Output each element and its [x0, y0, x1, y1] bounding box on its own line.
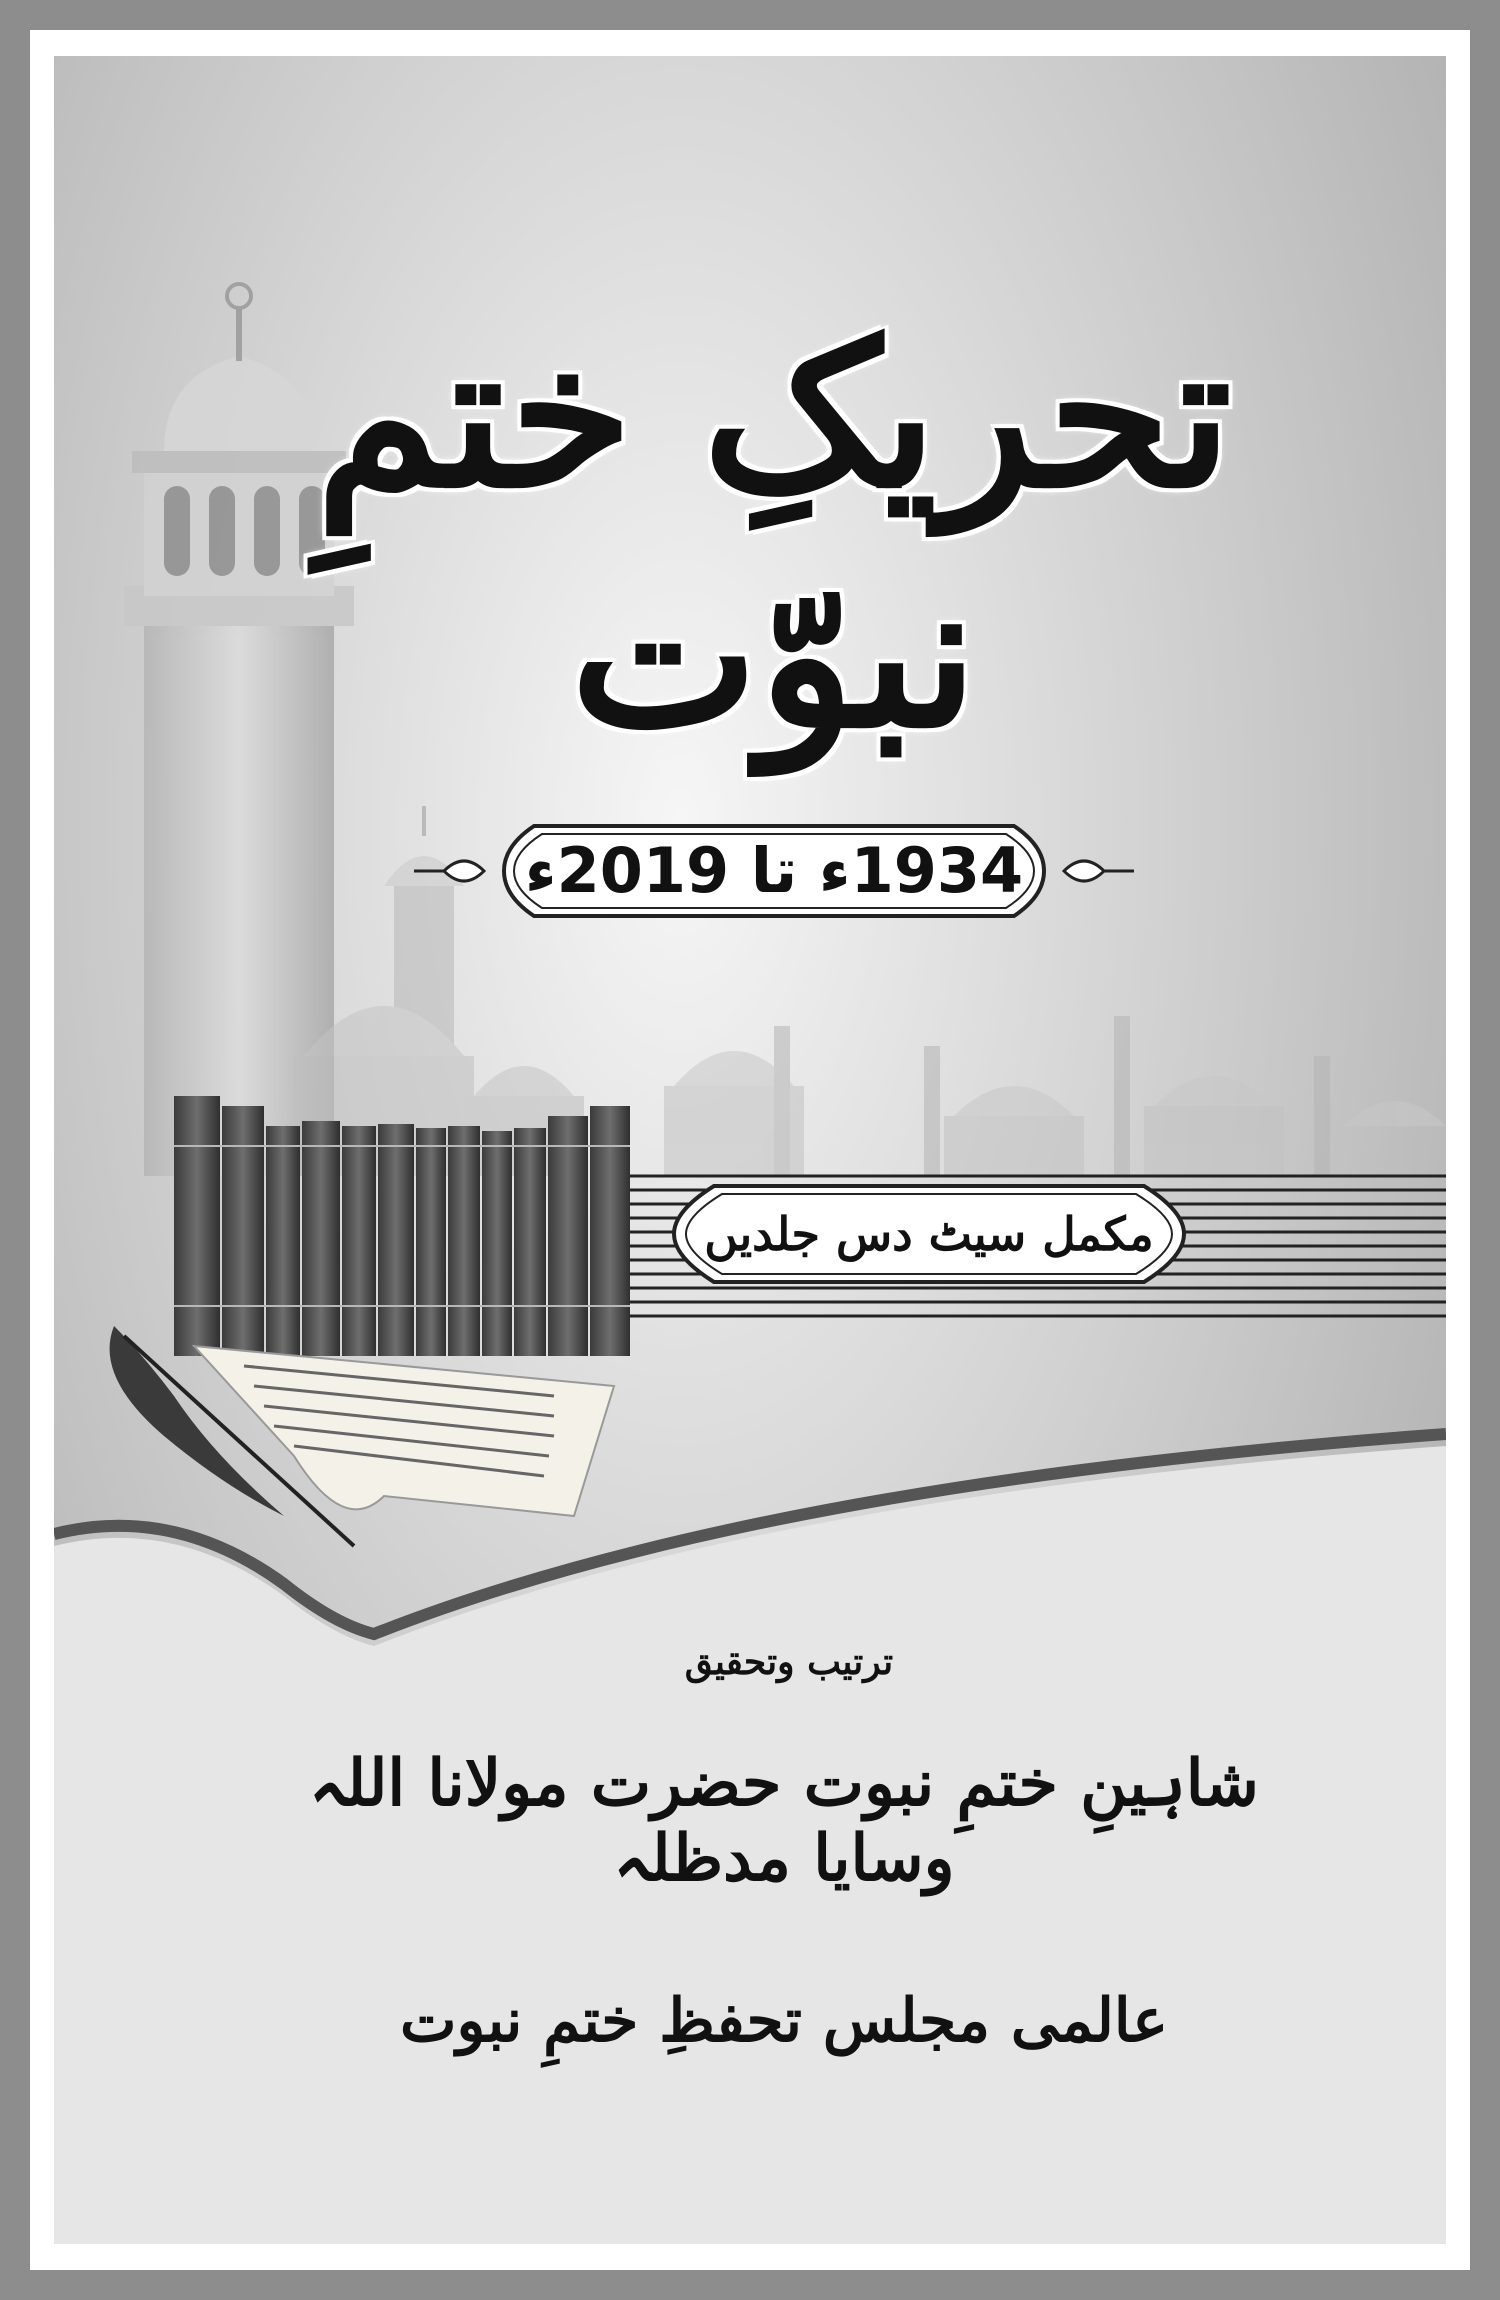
book-title: تحریکِ ختمِ نبوّت [315, 298, 1233, 773]
author-name: شاہینِ ختمِ نبوت حضرت مولانا اللہ وسایا مدظلہ [309, 1746, 1259, 1896]
set-label: مکمل سیٹ دس جلدیں [704, 1207, 1154, 1261]
cover-artwork [54, 56, 1446, 2244]
ornament-right [1064, 861, 1134, 881]
credit-label: ترتیب وتحقیق [684, 1641, 894, 1683]
year-range: 1934ء تا 2019ء [524, 834, 1024, 907]
book-stack [174, 1096, 630, 1356]
book-cover [30, 30, 1470, 2270]
letter-scroll [194, 1346, 614, 1516]
publisher-name: عالمی مجلس تحفظِ ختمِ نبوت [400, 1986, 1168, 2056]
